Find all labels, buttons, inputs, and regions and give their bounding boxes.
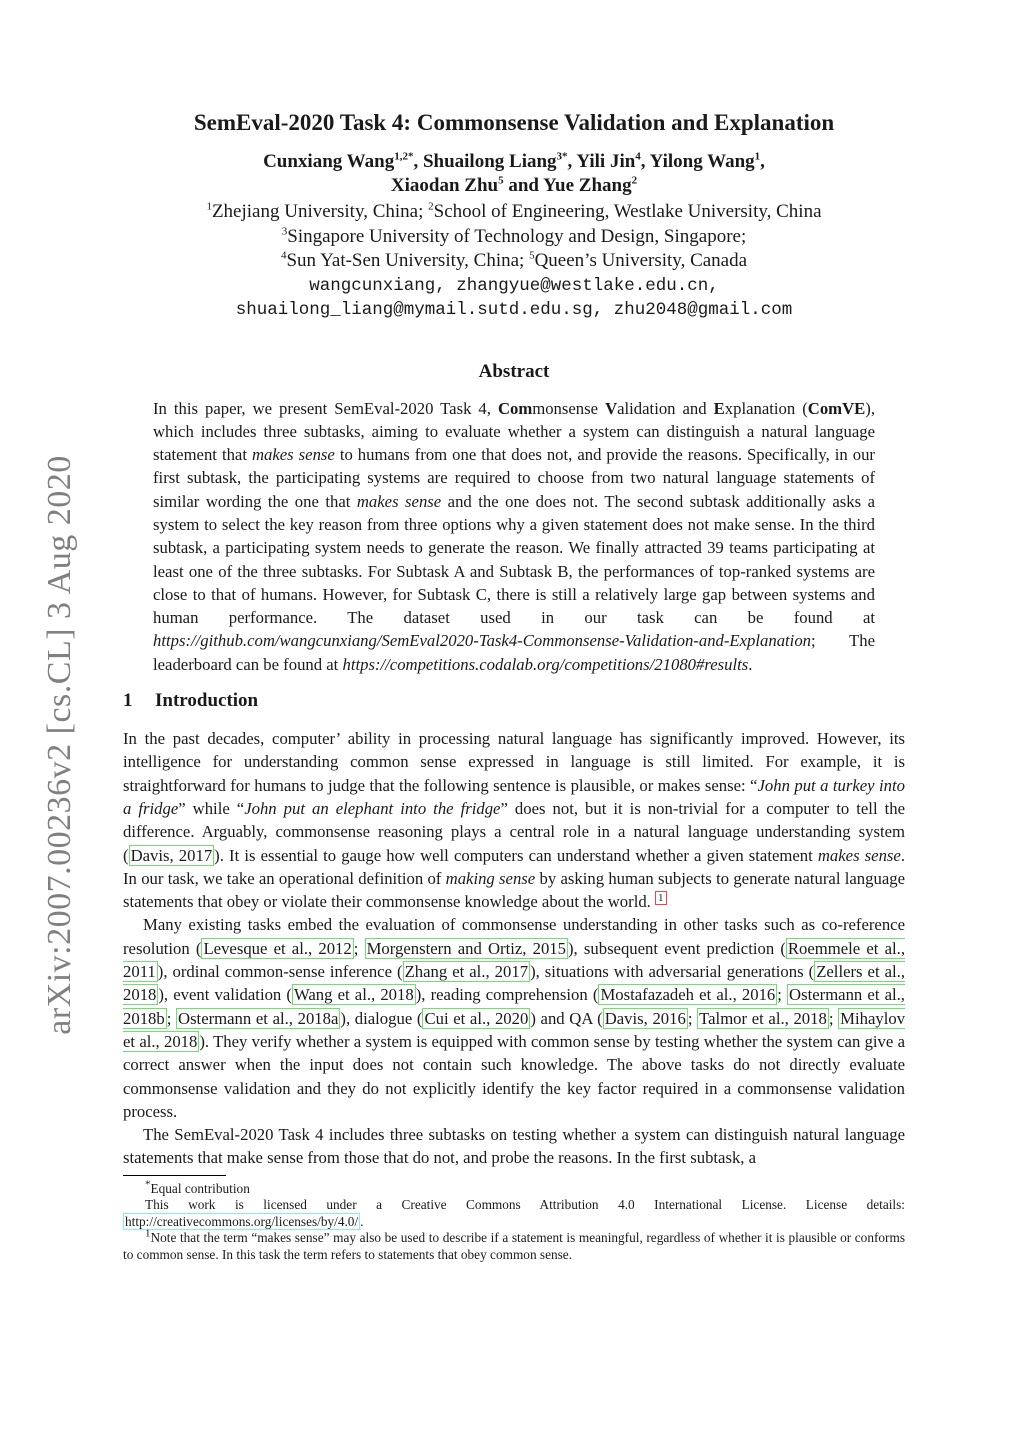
affiliation-mark: 2 [428, 200, 434, 213]
arxiv-identifier[interactable]: arXiv:2007.00236v2 [cs.CL] 3 Aug 2020 [41, 455, 78, 1035]
citation-link[interactable]: Levesque et al., 2012 [203, 938, 352, 958]
paragraph: The SemEval-2020 Task 4 includes three subtasks on testing whether a system can distinguish natural language statements that make sense from those that do not, and probe the reasons. In the first subtask, a [123, 1125, 905, 1168]
abstract-heading: Abstract [478, 360, 550, 382]
section-title: Introduction [155, 690, 259, 712]
author-name: Shuailong Liang [422, 151, 557, 172]
email-line: wangcunxiang, zhangyue@westlake.edu.cn, [309, 275, 719, 296]
citation-link[interactable]: Ostermann et al., 2018a [178, 1008, 339, 1028]
citation-link[interactable]: Davis, 2016 [604, 1008, 686, 1028]
paragraph: In the past decades, computer’ ability in processing natural language has significantly improved. However, its intelligence for understanding common sense expressed in language is still limited. For example, it is straightforward for humans to judge that the following sentence is plausible, or makes sense: “John put a turkey into a fridge” while “John put an elephant into the fridge” does not, but it is non-trivial for a computer to tell the difference. Arguably, commonsense reasoning plays a central role in a natural language understanding system ( Davis, 2017 ). It is essential to gauge how well computers can understand whether a given statement makes sense. In our task, we take an operational definition of making sense by asking human subjects to generate natural language statements that obey or violate their commonsense knowledge about the world. $^1$ [123, 729, 905, 912]
affiliation-text: Sun Yat-Sen University, China; [286, 250, 530, 271]
author-name: Yue Zhang [543, 175, 632, 196]
author-name: Cunxiang Wang [263, 151, 395, 172]
affiliation-line [123, 200, 905, 225]
affiliation-line [123, 249, 905, 274]
affiliation-text: Singapore University of Technology and Design, Singapore; [287, 225, 747, 247]
citation-link[interactable]: Ostermann et al., 2018b [123, 985, 905, 1028]
email-address: zhu2048@gmail.com [613, 300, 793, 320]
author-name: Xiaodan Zhu [390, 175, 499, 196]
citation-link[interactable]: Mostafazadeh et al., 2016 [600, 985, 776, 1005]
author-name: Yilong Wang [649, 151, 755, 172]
citation-link[interactable]: Zhang et al., 2017 [404, 962, 529, 982]
abstract-body: In this paper, we present SemEval-2020 Task 4, Commonsense Validation and Explanation (ComVE), which includes three subtasks, aiming to evaluate whether a system can distinguish a natural language statement that makes sense to humans from one that does not, and provide the reasons. Specifically, in our first subtask, the participating systems are required to choose from two natural language statements of similar wording the one that makes sense and the one does not. The second subtask additionally asks a system to select the key reason from three options why a given statement does not make sense. In the third subtask, a participating system needs to generate the reason. We finally attracted 39 teams participating at least one of the three subtasks. For Subtask A and Subtask B, the performances of top-ranked systems are close to that of humans. However, for Subtask C, there is still a relatively large gap between systems and human performance. The dataset used in our task can be found at https://github.com/wangcunxiang/SemEval2020-Task4-Commonsense-Validation-and-Explanation; The leaderboard can be found at https://competitions.codalab.org/competitions/21080#results. [153, 398, 875, 674]
email-line [123, 298, 905, 323]
affiliation-mark: 1 [206, 200, 212, 213]
citation-link[interactable]: Mihaylov et al., 2018 [123, 1008, 906, 1051]
footnote-link[interactable]: 1 [655, 891, 667, 905]
email-address: shuailong_liang@mymail.sutd.edu.sg, [235, 300, 604, 320]
section-heading-introduction [123, 689, 905, 713]
author-affiliation-mark: 1 [754, 150, 761, 163]
paper-title: SemEval-2020 Task 4: Commonsense Validation and Explanation [193, 110, 835, 135]
affiliation-text: School of Engineering, Westlake University, China [433, 201, 822, 222]
license-url[interactable]: http://creativecommons.org/licenses/by/4.0/ [125, 1213, 359, 1229]
affiliation-text: Queen’s University, Canada [534, 250, 748, 271]
author-name: Yili Jin [576, 151, 636, 172]
citation-link[interactable]: Cui et al., 2020 [424, 1008, 529, 1028]
citation-link[interactable]: Talmor et al., 2018 [699, 1008, 827, 1028]
author-affiliation-mark: 1,2* [394, 150, 414, 163]
dataset-url[interactable]: https://github.com/wangcunxiang/SemEval2020-Task4-Commonsense-Validation-and-Explanation [153, 631, 812, 651]
author-affiliation-mark: 2 [631, 174, 638, 187]
affiliation-mark: 5 [529, 249, 535, 262]
affiliation-mark: 4 [280, 249, 287, 262]
footnote-equal-contribution: *Equal contribution [145, 1178, 250, 1196]
author-affiliation-mark: 4 [635, 150, 641, 163]
citation-link[interactable]: Morgenstern and Ortiz, 2015 [366, 938, 566, 958]
leaderboard-url[interactable]: https://competitions.codalab.org/competitions/21080#results [342, 654, 749, 674]
affiliation-text: Zhejiang University, China; [211, 201, 429, 222]
paragraph: Many existing tasks embed the evaluation of commonsense understanding in other tasks such as co-reference resolution ( Levesque et al., 2012 ; Morgenstern and Ortiz, 2015 ), subsequent event prediction ( Roemmele et al., 2011 ), ordinal common-sense inference ( Zhang et al., 2017 ), situations with adversarial generations ( Zellers et al., 2018 ), event validation ( Wang et al., 2018 ), reading comprehension ( Mostafazadeh et al., 2016 ; Ostermann et al., 2018b ; Ostermann et al., 2018a ), dialogue ( Cui et al., 2020 ) and QA ( Davis, 2016 ; Talmor et al., 2018 ; Mihaylov et al., 2018 ). They verify whether a system is equipped with common sense by testing whether the system can give a correct answer when the input does not contain such knowledge. The above tasks do not directly evaluate commonsense validation and they do not explicitly identify the key factor required in a commonsense validation process. [123, 915, 906, 1121]
footnote-1: $^1$Note that the term “makes sense” may also be used to describe if a statement is meaningful, regardless of whether it is plausible or conforms to common sense. In this task the term refers to statements that obey common sense. [123, 1227, 905, 1262]
affiliation-line [123, 225, 905, 250]
task-acronym: ComVE [807, 398, 866, 418]
paper-page [123, 108, 905, 1263]
author-list: Cunxiang Wang$^{1,2*}$, Shuailong Liang$^{3*}$, Yili Jin$^4$, Yilong Wang$^1$, Xiaodan Zhu$^5$ and Yue Zhang$^2$ [263, 150, 765, 196]
introduction-body [123, 727, 905, 1170]
affiliation-list [123, 200, 905, 274]
author-affiliation-mark: 3* [556, 150, 568, 163]
footnotes [123, 1178, 905, 1264]
section-number: 1 [123, 690, 133, 712]
author-conjunction: and [508, 175, 539, 196]
affiliation-mark: 3 [281, 225, 288, 238]
citation-link[interactable]: Roemmele et al., 2011 [123, 938, 905, 982]
footnote-license: This work is licensed under a Creative Commons Attribution 4.0 International License. License details: http://creativecommons.org/licenses/by/4.0/ . [125, 1197, 905, 1229]
author-affiliation-mark: 5 [498, 174, 504, 187]
citation-link[interactable]: Davis, 2017 [130, 845, 213, 865]
footnote-divider [123, 1175, 226, 1176]
email-list [123, 274, 905, 323]
citation-link[interactable]: Wang et al., 2018 [293, 985, 414, 1005]
citation-link[interactable]: Zellers et al., 2018 [123, 962, 905, 1005]
